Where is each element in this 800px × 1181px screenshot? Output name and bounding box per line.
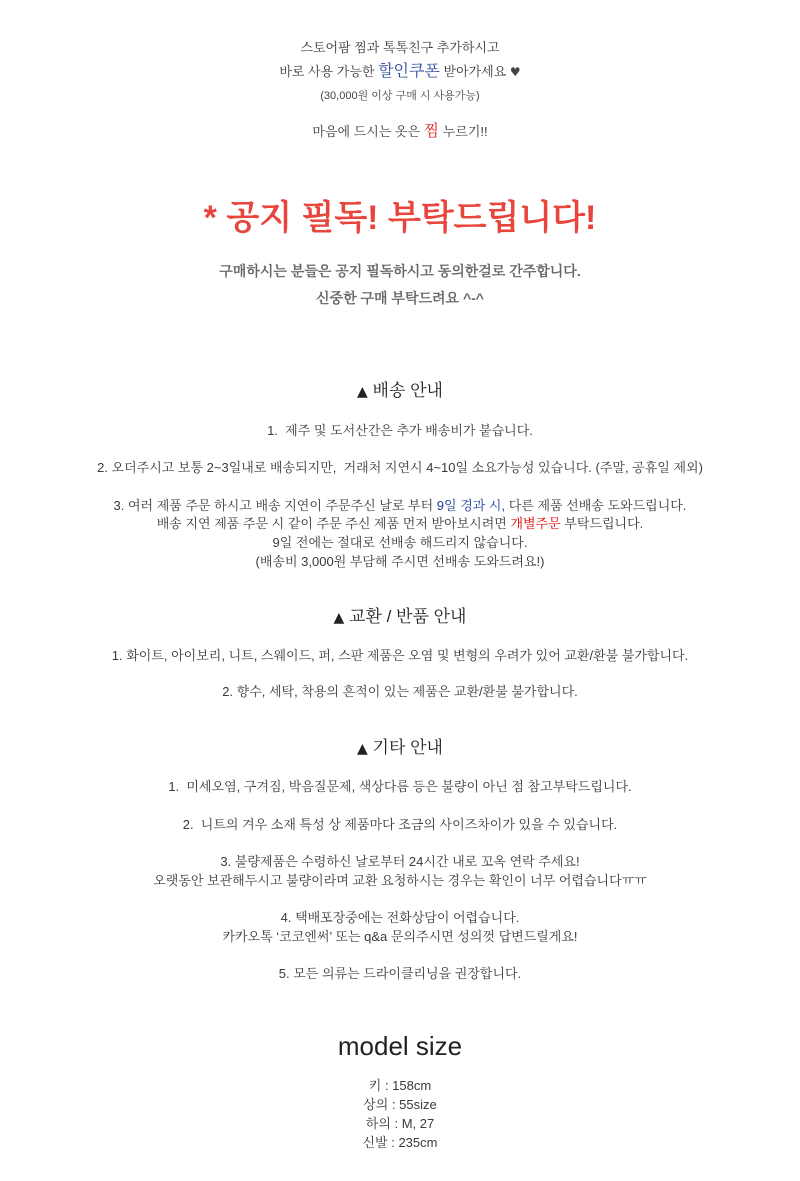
etc-item-4-line-1: 4. 택배포장중에는 전화상담이 어렵습니다. (280, 910, 520, 925)
promo-line-4 (0, 120, 800, 144)
shipping-item-3-line-1-before: 3. 여러 제품 주문 하시고 배송 지연이 주문주신 날로 부터 (113, 498, 437, 513)
etc-item-2: 2. 니트의 겨우 소재 특성 상 제품마다 조금의 사이즈차이가 있을 수 있습니다. (182, 817, 618, 832)
promo-line-2 (0, 60, 800, 84)
shipping-item-3-line-1 (0, 496, 800, 516)
etc-item-3-line-2: 오랫동안 보관해두시고 불량이라며 교환 요청하시는 경우는 확인이 너무 어렵습니다ㅠㅠ (153, 873, 647, 888)
coupon-highlight: 할인쿠폰 (378, 63, 440, 80)
triangle-up-icon: ▲ (357, 384, 368, 400)
promo-line-2-after: 받아가세요 (439, 64, 510, 79)
shipping-heading-label: 배송 안내 (372, 381, 443, 400)
notice-title: * 공지 필독! 부탁드립니다! (203, 199, 597, 237)
etc-item-3-line-1: 3. 불량제품은 수령하신 날로부터 24시간 내로 꼬옥 연락 주세요! (220, 854, 580, 869)
promo-line-1: 스토어팜 찜과 톡톡친구 추가하시고 (300, 40, 500, 55)
etc-heading (0, 735, 800, 761)
shipping-item-3-line-1-after: 다른 제품 선배송 도와드립니다. (505, 498, 687, 513)
shipping-item-3-line-2 (0, 514, 800, 534)
heart-icon: ♥ (509, 65, 521, 79)
etc-heading-label: 기타 안내 (372, 738, 443, 757)
exchange-item-1: 1. 화이트, 아이보리, 니트, 스웨이드, 퍼, 스판 제품은 오염 및 변형의 우려가 있어 교환/환불 불가합니다. (111, 648, 689, 663)
shipping-heading (0, 378, 800, 404)
model-size-heading: model size (337, 1031, 463, 1061)
promo-line-3: (30,000원 이상 구매 시 사용가능) (320, 90, 480, 102)
shipping-item-3-line-2-after: 부탁드립니다. (560, 516, 644, 531)
notice-line-2: 신중한 구매 부탁드려요 ^-^ (316, 290, 484, 306)
model-height: 키 : 158cm (368, 1078, 432, 1093)
nine-days-highlight: 9일 경과 시, (436, 498, 506, 513)
triangle-up-icon: ▲ (333, 610, 345, 626)
etc-item-1: 1. 미세오염, 구겨짐, 박음질문제, 색상다름 등은 불량이 아닌 점 참고부탁드립니다. (168, 779, 632, 794)
promo-line-4-before: 마음에 드시는 옷은 (312, 124, 424, 139)
separate-order-highlight: 개별주문 (510, 516, 561, 531)
shipping-item-3-line-2-before: 배송 지연 제품 주문 시 같이 주문 주신 제품 먼저 받아보시려면 (156, 516, 511, 531)
exchange-heading-label: 교환 / 반품 안내 (349, 607, 467, 626)
notice-line-1: 구매하시는 분들은 공지 필독하시고 동의한걸로 간주합니다. (219, 263, 581, 279)
model-bottom-size: 하의 : M, 27 (365, 1116, 435, 1131)
shipping-item-2: 2. 오더주시고 보통 2~3일내로 배송되지만, 거래처 지연시 4~10일 소요가능성 있습니다. (주말, 공휴일 제외) (97, 460, 703, 475)
exchange-heading (0, 604, 800, 630)
etc-item-4-line-2: 카카오톡 ‘코코엔써’ 또는 q&a 문의주시면 성의껏 답변드릴게요! (222, 929, 578, 944)
model-top-size: 상의 : 55size (363, 1097, 437, 1112)
shipping-item-1: 1. 제주 및 도서산간은 추가 배송비가 붙습니다. (267, 423, 533, 438)
exchange-item-2: 2. 향수, 세탁, 착용의 흔적이 있는 제품은 교환/환불 불가합니다. (222, 684, 578, 699)
model-shoe-size: 신발 : 235cm (362, 1135, 438, 1150)
promo-line-4-after: 누르기!! (439, 124, 488, 139)
etc-item-5: 5. 모든 의류는 드라이클리닝을 권장합니다. (278, 966, 522, 981)
zzim-highlight: 찜 (423, 123, 440, 140)
shipping-item-3-line-3: 9일 전에는 절대로 선배송 해드리지 않습니다. (272, 535, 528, 550)
shipping-item-3-line-4: (배송비 3,000원 부담해 주시면 선배송 도와드려요!) (255, 554, 545, 569)
promo-line-2-before: 바로 사용 가능한 (279, 64, 379, 79)
triangle-up-icon: ▲ (357, 741, 368, 757)
